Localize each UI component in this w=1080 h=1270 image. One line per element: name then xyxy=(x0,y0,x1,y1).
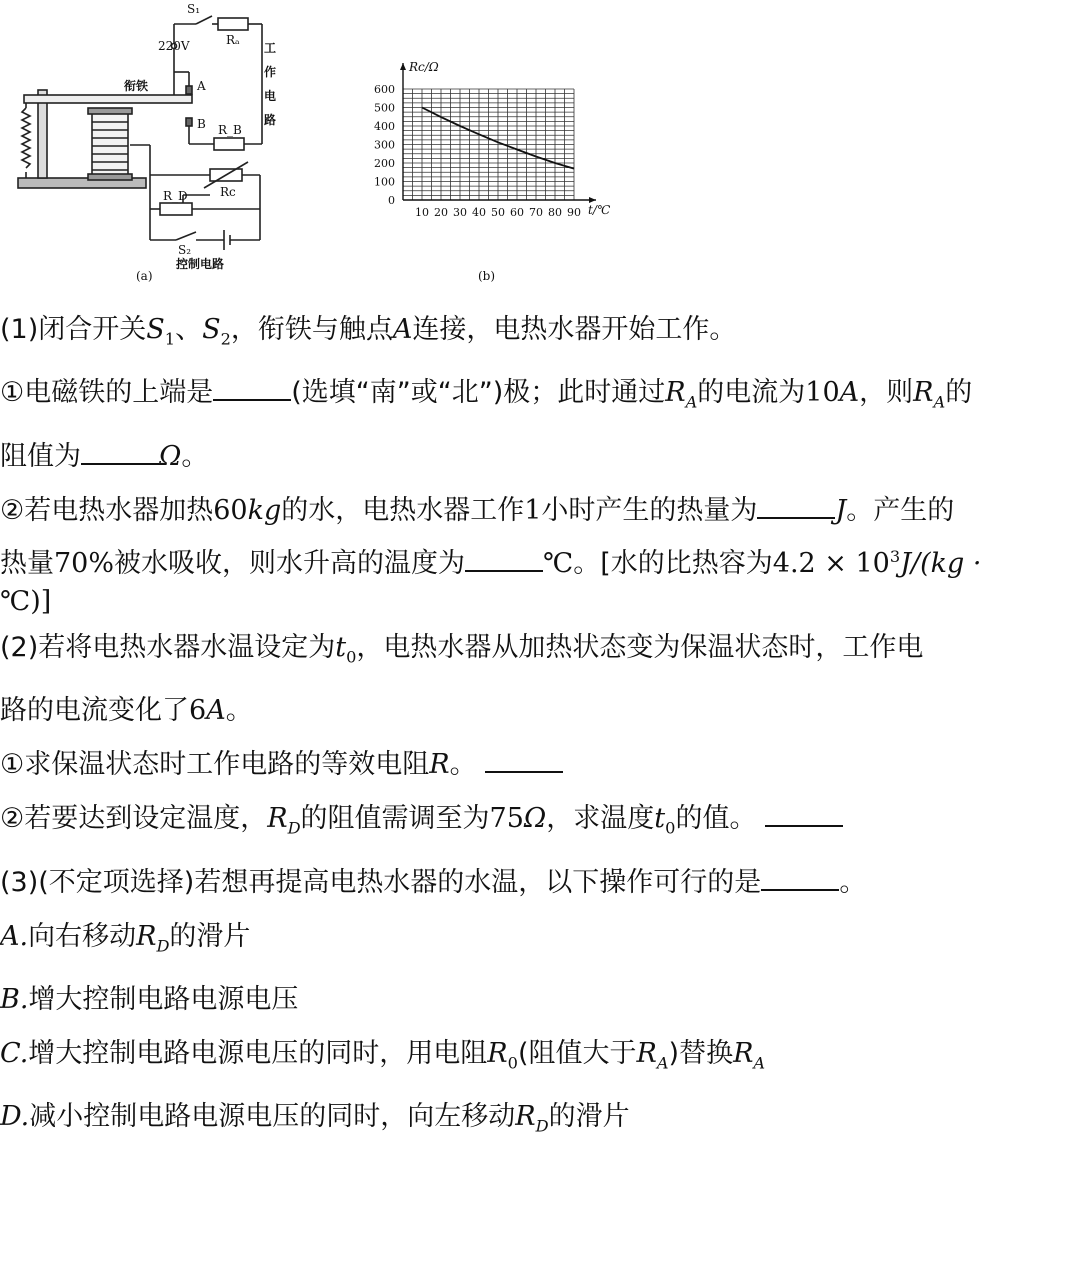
answer-blank-equivalent-resistance[interactable] xyxy=(485,749,563,773)
option-a: A.向右移动$R_D$的滑片 xyxy=(0,920,251,955)
x-tick-label: 40 xyxy=(472,206,486,219)
question-1-intro: (1)闭合开关$S_1$、$S_2$，衔铁与触点A连接，电热水器开始工作。 xyxy=(0,314,737,349)
y-tick-label: 300 xyxy=(374,138,395,152)
resistor-ra xyxy=(218,18,248,30)
question-2-part-2: ②若要达到设定温度，$R_D$的阻值需调至为75Ω，求温度$t_0$的值。 xyxy=(0,792,1078,855)
label-control-circuit: 控制电路 xyxy=(176,257,225,271)
label-rb: R_B xyxy=(218,123,242,137)
label-s1: S₁ xyxy=(187,2,201,16)
label-ra: Rₐ xyxy=(226,33,240,47)
x-tick-label: 50 xyxy=(491,206,505,219)
question-1-part-2-cont: 热量70%被水吸收，则水升高的温度为 ℃。[水的比热容为$4.2 \times 10^3J/(kg$ · xyxy=(0,546,982,579)
rheostat-rd xyxy=(160,203,192,215)
label-armature: 衔铁 xyxy=(124,79,149,93)
answer-blank-heat[interactable] xyxy=(757,495,835,519)
y-tick-label: 200 xyxy=(374,157,395,170)
question-1-part-2-unit: ℃)] xyxy=(0,585,52,617)
x-tick-label: 10 xyxy=(415,206,429,219)
label-working-2: 作 xyxy=(264,65,277,79)
question-1-part-2: ②若电热水器加热60kg的水，电热水器工作1小时产生的热量为 J。产生的 xyxy=(0,494,955,526)
label-working-4: 路 xyxy=(264,113,277,127)
answer-blank-resistance[interactable] xyxy=(81,441,159,465)
caption-a: (a) xyxy=(136,269,153,283)
label-rd: R_D xyxy=(163,189,188,203)
x-tick-label: 60 xyxy=(510,206,524,219)
y-tick-label: 600 xyxy=(374,83,395,96)
x-axis-label: t/℃ xyxy=(588,203,611,217)
y-axis-label: Rc/Ω xyxy=(409,60,439,74)
figure-svg xyxy=(0,0,1080,300)
resistor-rb xyxy=(214,138,244,150)
label-working-3: 电 xyxy=(264,89,277,103)
answer-blank-choice[interactable] xyxy=(761,867,839,891)
y-tick-label: 500 xyxy=(374,101,395,115)
x-tick-label: 80 xyxy=(548,206,562,219)
circuit-labels xyxy=(124,2,276,283)
question-body xyxy=(0,303,1078,1154)
option-c: C.增大控制电路电源电压的同时，用电阻$R_0$(阻值大于$R_A$)替换$R_A$ xyxy=(0,1037,766,1073)
label-a: A xyxy=(197,79,206,93)
x-tick-label: 90 xyxy=(567,206,581,219)
question-2-intro-cont: 路的电流变化了6A。 xyxy=(0,695,253,727)
x-tick-label: 70 xyxy=(529,206,543,219)
contact-a xyxy=(186,86,192,94)
y-axis-arrow xyxy=(400,63,406,70)
x-tick-label: 20 xyxy=(434,206,448,219)
question-1-part-1-cont: 阻值为 Ω。 xyxy=(0,440,209,472)
label-s2: S₂ xyxy=(178,243,192,257)
option-d: D.减小控制电路电源电压的同时，向左移动$R_D$的滑片 xyxy=(0,1101,630,1136)
answer-blank-temperature[interactable] xyxy=(465,548,543,572)
label-b: B xyxy=(197,117,206,131)
question-2-part-1: ①求保温状态时工作电路的等效电阻R。 xyxy=(0,738,1078,792)
question-2-intro: (2)若将电热水器水温设定为$t_0$，电热水器从加热状态变为保温状态时，工作电 xyxy=(0,631,924,667)
spring xyxy=(22,108,30,168)
figures xyxy=(0,0,1080,300)
answer-blank-pole[interactable] xyxy=(213,377,291,401)
x-tick-label: 30 xyxy=(453,206,467,219)
option-b: B.增大控制电路电源电压 xyxy=(0,983,299,1015)
contact-b xyxy=(186,118,192,126)
armature-bar xyxy=(24,95,192,103)
caption-b: (b) xyxy=(478,269,496,283)
rc-temperature-chart xyxy=(374,60,611,219)
question-3: (3)(不定项选择)若想再提高电热水器的水温，以下操作可行的是 。 xyxy=(0,866,867,898)
label-voltage: 220V xyxy=(158,39,190,53)
y-tick-label: 100 xyxy=(374,175,395,189)
y-tick-label: 0 xyxy=(388,194,395,207)
question-1-part-1: ①电磁铁的上端是 (选填“南”或“北”)极；此时通过$R_A$的电流为10A，则$R_A$的 xyxy=(0,377,973,412)
answer-blank-t0[interactable] xyxy=(765,803,843,827)
y-tick-label: 400 xyxy=(374,120,395,133)
label-working-1: 工 xyxy=(264,41,277,55)
label-rc: Rc xyxy=(220,185,236,199)
